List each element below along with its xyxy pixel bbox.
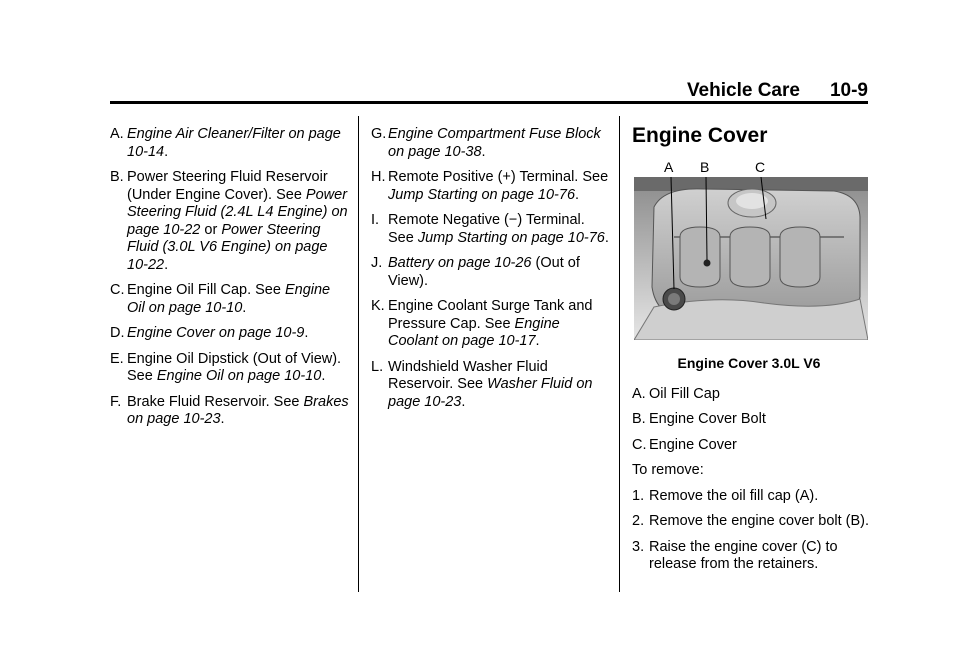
removal-step-2	[632, 513, 872, 531]
item-key: H.	[371, 169, 386, 185]
item-text: .	[304, 325, 309, 341]
running-header	[687, 80, 868, 102]
item-text: Engine Coolant Surge Tank and Pressure Cap. See	[388, 298, 593, 332]
legend-key: A.	[632, 385, 646, 402]
figure-caption: Engine Cover 3.0L V6	[677, 355, 821, 371]
item-text: Windshield Washer Fluid Reservoir. See	[388, 358, 548, 392]
component-item	[110, 126, 350, 161]
item-text: .	[575, 186, 580, 203]
step-text: Remove the oil fill cap (A).	[649, 487, 819, 504]
component-item	[110, 351, 350, 386]
item-text: .	[461, 393, 466, 410]
item-text: .	[321, 368, 326, 384]
step-text: Raise the engine cover (C) to release from the retainers.	[649, 538, 838, 572]
item-key: B.	[110, 169, 124, 185]
left-column	[110, 126, 350, 437]
cross-reference-link[interactable]: Engine Oil on page 10-10	[127, 282, 331, 316]
step-text: Remove the engine cover bolt (B).	[649, 513, 870, 529]
cross-reference-link[interactable]: Jump Starting on page 10-76	[388, 186, 576, 203]
column-divider-left	[358, 116, 359, 592]
right-column	[632, 126, 872, 582]
removal-intro: To remove:	[632, 462, 704, 478]
item-text: .	[604, 229, 609, 246]
cross-reference-link[interactable]: Jump Starting on page 10-76	[417, 229, 605, 246]
item-text: Engine Oil Dipstick (Out of View). See	[127, 350, 342, 384]
cross-reference-link[interactable]: Battery on page 10-26	[388, 255, 532, 271]
legend-item-c	[632, 437, 872, 455]
item-text: .	[220, 411, 225, 427]
page-number: 10-9	[829, 80, 868, 101]
legend-text: Engine Cover Bolt	[649, 411, 766, 427]
legend-text: Oil Fill Cap	[649, 385, 720, 402]
component-item	[371, 169, 611, 204]
callout-a: A	[664, 159, 674, 175]
item-text: Engine Oil Fill Cap. See	[127, 282, 285, 298]
item-text: .	[242, 299, 247, 316]
cross-reference-link[interactable]: Washer Fluid on page 10-23	[388, 376, 593, 410]
item-key: D.	[110, 325, 125, 341]
engine-cover-figure	[634, 159, 868, 345]
component-item	[110, 169, 350, 274]
cross-reference-link[interactable]: Engine Cover on page 10-9	[127, 325, 305, 341]
legend-key: B.	[632, 411, 646, 427]
item-text: .	[535, 333, 540, 349]
item-text: .	[164, 143, 169, 160]
cross-reference-link[interactable]: Brakes on page 10-23	[127, 393, 349, 427]
component-item	[110, 325, 350, 343]
legend-item-a	[632, 386, 872, 404]
item-key: G.	[371, 126, 387, 142]
component-item	[371, 359, 611, 412]
section-name: Vehicle Care	[686, 80, 800, 101]
item-text: .	[164, 256, 169, 273]
item-text: (Out of View).	[388, 255, 580, 289]
callout-c: C	[755, 159, 766, 175]
legend-text: Engine Cover	[649, 436, 737, 453]
component-item	[371, 298, 611, 351]
removal-step-3	[632, 539, 872, 574]
step-number: 2.	[632, 513, 645, 529]
legend-item-b	[632, 411, 872, 429]
item-text: Remote Positive (+) Terminal. See	[388, 169, 609, 185]
cross-reference-link[interactable]: Engine Compartment Fuse Block on page 10-38	[388, 126, 601, 160]
component-item	[371, 212, 611, 247]
step-number: 3.	[632, 538, 645, 555]
header-rule	[110, 101, 868, 104]
item-text: Power Steering Fluid Reservoir (Under Engine Cover). See	[127, 169, 328, 203]
component-item	[110, 282, 350, 317]
step-number: 1.	[632, 487, 645, 504]
item-key: E.	[110, 350, 124, 367]
item-key: J.	[371, 255, 383, 271]
component-item	[371, 126, 611, 161]
component-item	[110, 394, 350, 429]
engine-cover-photo	[634, 177, 868, 340]
item-key: L.	[371, 358, 384, 375]
item-text: or	[200, 221, 222, 238]
item-key: I.	[371, 212, 380, 228]
callout-b: B	[700, 159, 710, 175]
item-text: Brake Fluid Reservoir. See	[127, 393, 304, 410]
middle-column	[371, 126, 611, 419]
cross-reference-link[interactable]: Engine Air Cleaner/Filter on page 10-14	[127, 126, 341, 160]
figure-callouts	[634, 159, 868, 177]
item-key: C.	[110, 282, 125, 298]
item-key: F.	[110, 393, 122, 410]
cross-reference-link[interactable]: Engine Oil on page 10-10	[156, 368, 322, 384]
section-title: Engine Cover	[632, 124, 768, 147]
component-item	[371, 255, 611, 290]
cross-reference-link[interactable]: Power Steering Fluid (3.0L V6 Engine) on page 10-22	[127, 221, 328, 273]
cross-reference-link[interactable]: Power Steering Fluid (2.4L L4 Engine) on page 10-22	[127, 186, 348, 238]
item-key: A.	[110, 126, 124, 142]
column-divider-right	[619, 116, 620, 592]
item-text: .	[481, 143, 486, 160]
item-key: K.	[371, 298, 385, 314]
cross-reference-link[interactable]: Engine Coolant on page 10-17	[388, 315, 560, 349]
item-text: Remote Negative (−) Terminal. See	[388, 212, 585, 246]
removal-step-1	[632, 488, 872, 506]
legend-key: C.	[632, 436, 647, 453]
